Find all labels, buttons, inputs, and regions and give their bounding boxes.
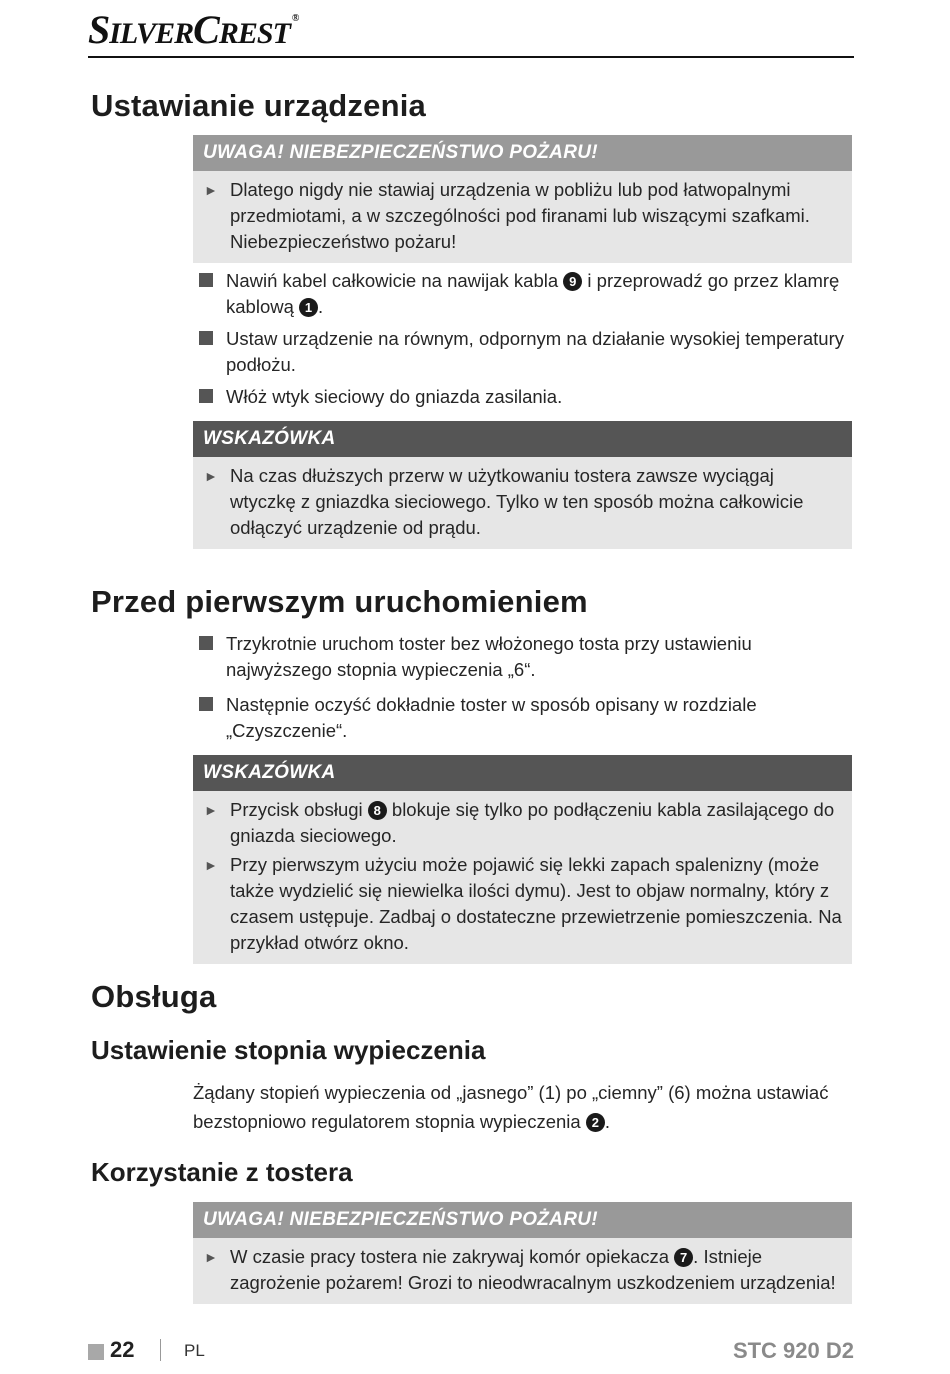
list-item: Ustaw urządzenie na równym, odpornym na działanie wysokiej temperatury podłożu. [199,326,859,378]
arrow-icon: ► [204,468,218,484]
square-bullet-icon [199,692,226,744]
list-item: Następnie oczyść dokładnie toster w sposób opisany w rozdziale „Czyszczenie“. [199,692,859,744]
arrow-icon: ► [204,802,218,818]
fire-warning-box [193,135,852,263]
square-bullet-icon [199,268,226,320]
warning-heading: UWAGA! NIEBEZPIECZEŃSTWO POŻARU! [193,135,852,171]
reference-number: 7 [674,1248,693,1267]
square-bullet-icon [199,326,226,378]
tip-heading: WSKAZÓWKA [193,421,852,457]
square-bullet-icon [199,384,226,410]
tip-box [193,421,852,549]
tip-box [193,755,852,964]
tip-item: ► Na czas dłuższych przerw w użytkowaniu tostera zawsze wyciągaj wtyczkę z gniazdka sieciowego. Tylko w ten sposób można całkowicie odłączyć urządzenie od prądu. [203,463,842,541]
subsection-title-usage: Korzystanie z tostera [91,1157,353,1187]
arrow-icon: ► [204,1249,218,1265]
reference-number: 8 [368,801,387,820]
language-code: PL [184,1341,205,1360]
subsection-title-browning: Ustawienie stopnia wypieczenia [91,1035,486,1065]
footer-divider [160,1339,161,1361]
section-title-first-use: Przed pierwszym uruchomieniem [91,584,588,619]
arrow-icon: ► [204,857,218,873]
reference-number: 2 [586,1113,605,1132]
tip-heading: WSKAZÓWKA [193,755,852,791]
list-item: Nawiń kabel całkowicie na nawijak kabla 9 i przeprowadź go przez klamrę kablową 1 . [199,268,859,320]
page-footer [88,1337,854,1367]
tip-item: ► Przy pierwszym użyciu może pojawić się lekki zapach spalenizny (może także wydzielić się niewielka ilości dymu). Jest to objaw normalny, który z czasem ustępuje. Zadbaj o dostateczne przewietrzenie pomieszczenia. Na przykład otwórz okno. [203,852,842,956]
arrow-icon: ► [204,182,218,198]
page-number: 22 [110,1337,135,1362]
list-item: Włóż wtyk sieciowy do gniazda zasilania. [199,384,859,410]
warning-item: ► Dlatego nigdy nie stawiaj urządzenia w pobliżu lub pod łatwopalnymi przedmiotami, a w szczególności pod firanami lub wiszącymi szafkami. Niebezpieczeństwo pożaru! [203,177,842,255]
reference-number: 1 [299,298,318,317]
model-number: STC 920 D2 [732,1338,854,1363]
browning-paragraph: Żądany stopień wypieczenia od „jasnego” (1) po „ciemny” (6) można ustawiać bezstopniowo regulatorem stopnia wypieczenia 2 . [193,1082,829,1132]
brand-logo: SILVERCREST ® [88,7,299,52]
footer-square-icon [88,1344,104,1360]
tip-item: ► Przycisk obsługi 8 blokuje się tylko po podłączeniu kabla zasilającego do gniazda sieciowego. [203,797,842,849]
list-item: Trzykrotnie uruchom toster bez włożonego tosta przy ustawieniu najwyższego stopnia wypieczenia „6“. [199,631,859,683]
warning-heading: UWAGA! NIEBEZPIECZEŃSTWO POŻARU! [193,1202,852,1238]
section-title-operation: Obsługa [91,979,217,1014]
warning-item: ► W czasie pracy tostera nie zakrywaj komór opiekacza 7 . Istnieje zagrożenie pożarem! Grozi to nieodwracalnym uszkodzeniem urządzenia! [203,1244,842,1296]
square-bullet-icon [199,631,226,683]
reference-number: 9 [563,272,582,291]
fire-warning-box [193,1202,852,1304]
header-rule [88,56,854,58]
section-title-setup: Ustawianie urządzenia [91,88,426,123]
